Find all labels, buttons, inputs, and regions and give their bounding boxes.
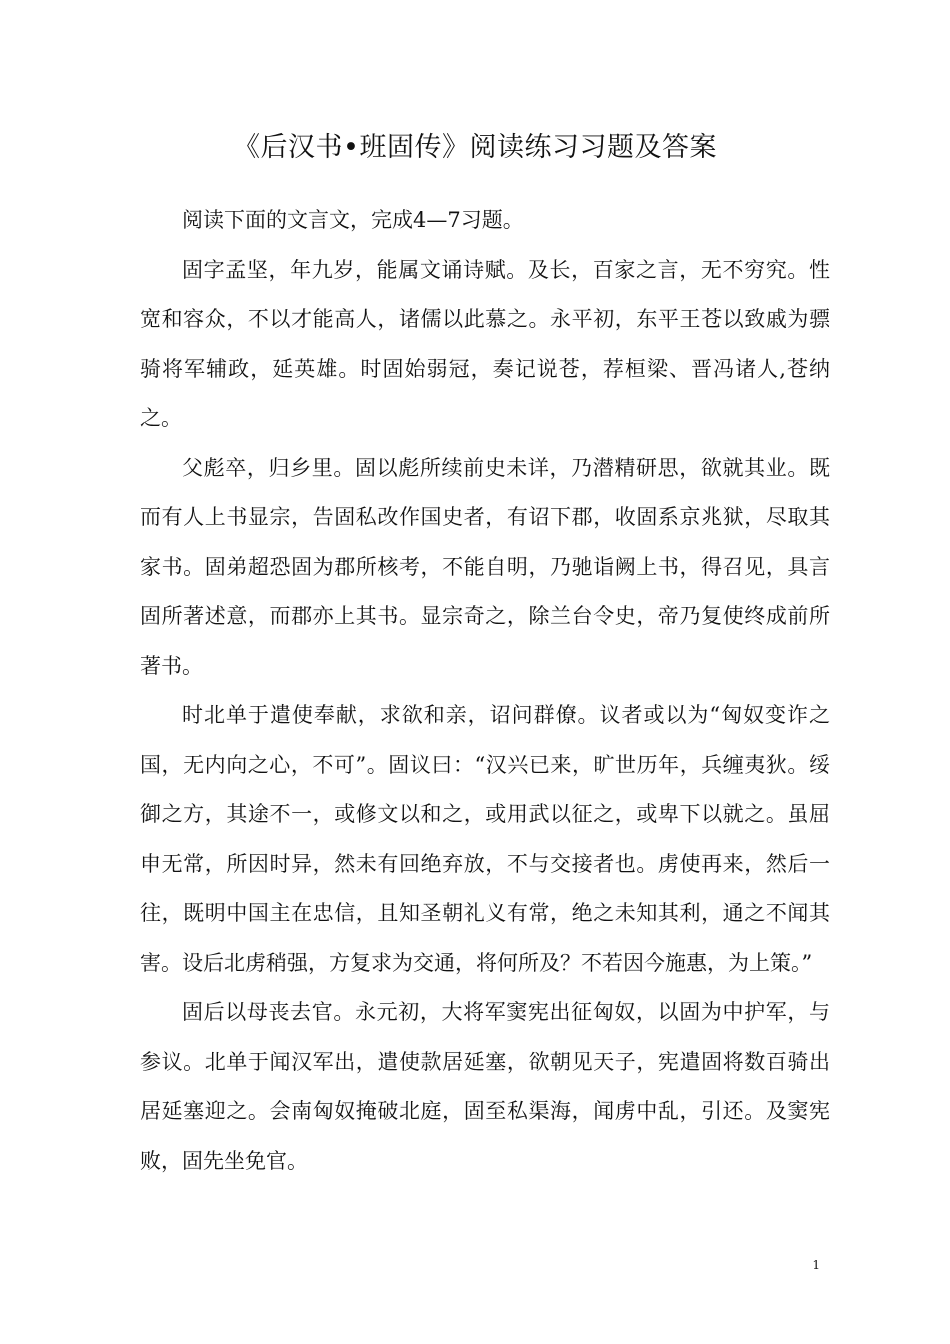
page-number: 1	[812, 1258, 820, 1272]
document-body	[140, 196, 830, 1186]
document-title: 《后汉书•班固传》阅读练习习题及答案	[233, 132, 717, 163]
paragraph-4: 固后以母丧去官。永元初，大将军窦宪出征匈奴，以固为中护军，与参议。北单于闻汉军出，遣使款居延塞，欲朝见天子，宪遣固将数百骑出居延塞迎之。会南匈奴掩破北庭，固至私渠海，闻虏中乱，引还。及窦宪败，固先坐免官。	[140, 1000, 830, 1173]
paragraph-2: 父彪卒，归乡里。固以彪所续前史未详，乃潜精研思，欲就其业。既而有人上书显宗，告固私改作国史者，有诏下郡，收固系京兆狱，尽取其家书。固弟超恐固为郡所核考，不能自明，乃驰诣阙上书，得召见，具言固所著述意，而郡亦上其书。显宗奇之，除兰台令史，帝乃复使终成前所著书。	[140, 455, 830, 678]
paragraph-instruction: 阅读下面的文言文，完成4—7习题。	[182, 208, 524, 232]
paragraph-1: 固字孟坚，年九岁，能属文诵诗赋。及长，百家之言，无不穷究。性宽和容众，不以才能高人，诸儒以此慕之。永平初，东平王苍以致戚为骠骑将军辅政，延英雄。时固始弱冠，奏记说苍，荐桓梁、晋冯诸人,苍纳之。	[140, 257, 830, 430]
paragraph-3: 时北单于遣使奉献，求欲和亲，诏问群僚。议者或以为“匈奴变诈之国，无内向之心，不可”。固议曰：“汉兴已来，旷世历年，兵缠夷狄。绥御之方，其途不一，或修文以和之，或用武以征之，或卑下以就之。虽屈申无常，所因时异，然未有回绝弃放，不与交接者也。虏使再来，然后一往，既明中国主在忠信，且知圣朝礼义有常，绝之未知其利，通之不闻其害。设后北虏稍强，方复求为交通，将何所及？不若因今施惠，为上策。”	[140, 703, 830, 975]
